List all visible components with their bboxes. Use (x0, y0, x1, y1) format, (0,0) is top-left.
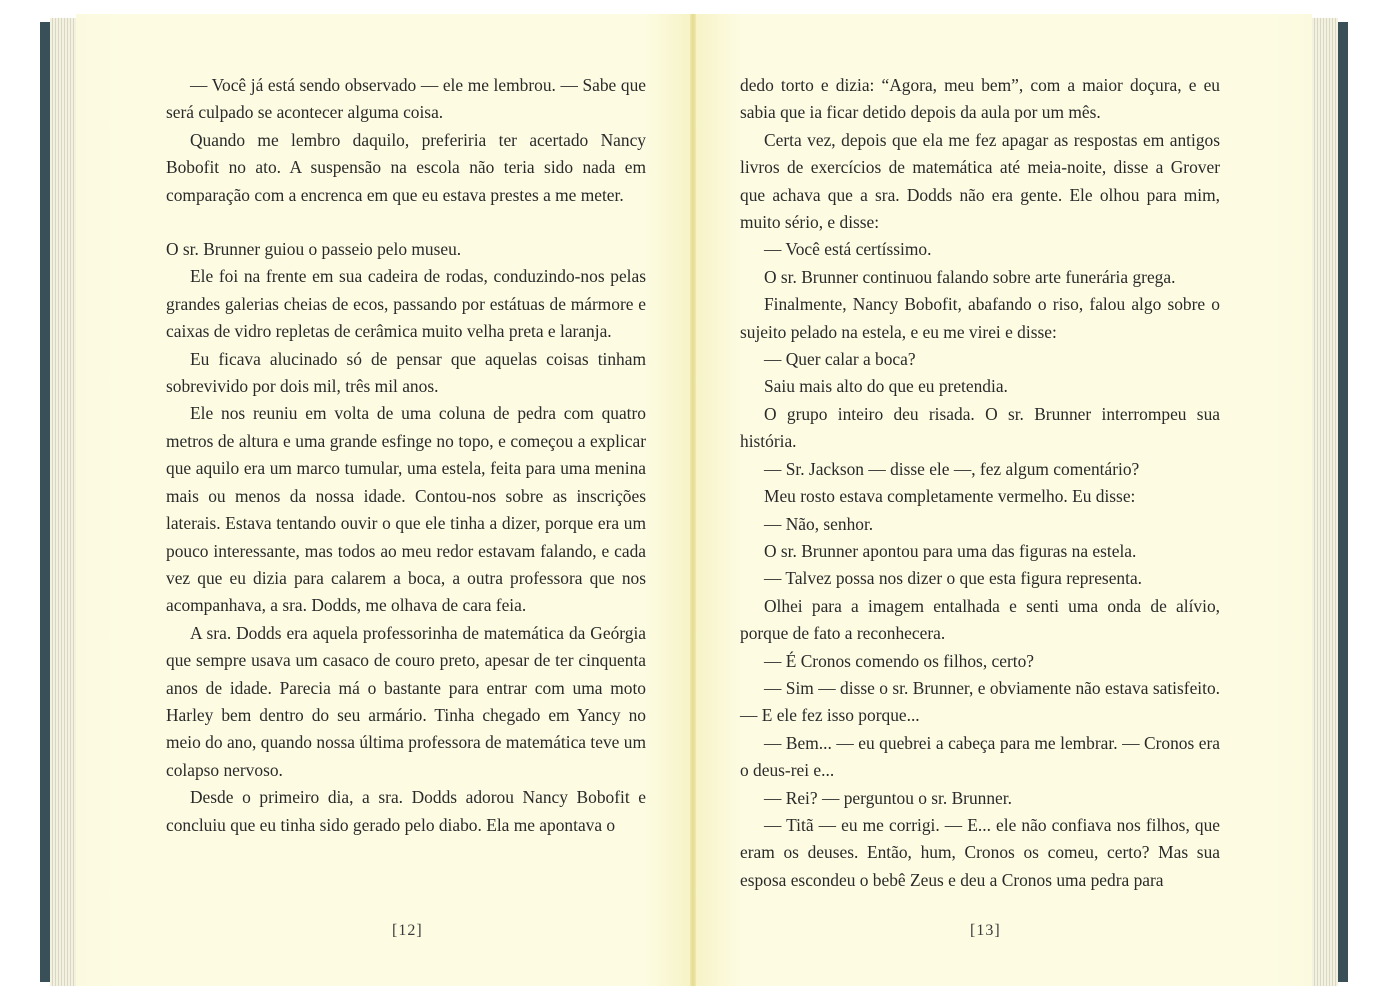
paragraph: Olhei para a imagem entalhada e senti uma onda de alívio, porque de fato a reconhecera. (740, 595, 1220, 644)
paragraph: — Titã — eu me corrigi. — E... ele não confiava nos filhos, que eram os deuses. Então, hum, Cronos os comeu, certo? Mas sua esposa escondeu o bebê Zeus e deu a Cronos uma pedra para (740, 814, 1220, 890)
page-edges-left (50, 18, 76, 986)
book-cover-left (40, 22, 50, 982)
paragraph: — Você já está sendo observado — ele me lembrou. — Sabe que será culpado se acontecer alguma coisa. (166, 75, 646, 123)
paragraph: — Sr. Jackson — disse ele —, fez algum comentário? (764, 458, 1140, 479)
page-number-right: [13] (970, 922, 1001, 939)
paragraph: — Sim — disse o sr. Brunner, e obviamente não estava satisfeito. — E ele fez isso porque... (740, 677, 1220, 726)
paragraph: — Não, senhor. (764, 513, 874, 534)
right-page-text (740, 72, 1220, 894)
paragraph: — Você está certíssimo. (764, 239, 932, 260)
page-number-left: [12] (392, 922, 423, 939)
paragraph: — Quer calar a boca? (764, 349, 916, 370)
left-page-text (166, 72, 646, 839)
paragraph: Quando me lembro daquilo, preferiria ter acertado Nancy Bobofit no ato. A suspensão na escola não teria sido nada em comparação com a encrenca em que eu estava prestes a me meter. (166, 129, 646, 205)
paragraph: Ele foi na frente em sua cadeira de rodas, conduzindo-nos pelas grandes galerias cheias de ecos, passando por estátuas de mármore e caixas de vidro repletas de cerâmica muito velha preta e laranja. (166, 266, 646, 342)
paragraph: Finalmente, Nancy Bobofit, abafando o riso, falou algo sobre o sujeito pelado na estela, e eu me virei e disse: (740, 294, 1220, 342)
book-gutter (690, 14, 696, 986)
paragraph: O sr. Brunner apontou para uma das figuras na estela. (764, 540, 1137, 561)
page-edges-right (1312, 18, 1338, 986)
paragraph: — É Cronos comendo os filhos, certo? (764, 650, 1034, 671)
paragraph: Desde o primeiro dia, a sra. Dodds adorou Nancy Bobofit e concluiu que eu tinha sido gerado pelo diabo. Ela me apontava o (166, 787, 646, 835)
paragraph: Certa vez, depois que ela me fez apagar as respostas em antigos livros de exercícios de matemática até meia-noite, disse a Grover que achava que a sra. Dodds não era gente. Ele olhou para mim, muito sério, e disse: (740, 129, 1220, 233)
paragraph: Meu rosto estava completamente vermelho. Eu disse: (764, 486, 1136, 507)
paragraph: — Bem... — eu quebrei a cabeça para me lembrar. — Cronos era o deus-rei e... (740, 732, 1220, 781)
paragraph: O sr. Brunner continuou falando sobre arte funerária grega. (764, 266, 1176, 287)
paragraph: O grupo inteiro deu risada. O sr. Brunner interrompeu sua história. (740, 403, 1220, 452)
paragraph: Ele nos reuniu em volta de uma coluna de pedra com quatro metros de altura e uma grande esfinge no topo, e começou a explicar que aquilo era um marco tumular, uma estela, feita para uma menina mais ou menos da nossa idade. Contou-nos sobre as inscrições laterais. Estava tentando ouvir o que ele tinha a dizer, porque era um pouco interessante, mas todos ao meu redor estavam falando, e cada vez que eu dizia para calarem a boca, a outra professora que nos acompanhava, a sra. Dodds, me olhava de cara feia. (166, 403, 646, 616)
book-cover-right (1338, 22, 1348, 982)
paragraph: Saiu mais alto do que eu pretendia. (764, 376, 1008, 397)
paragraph: — Talvez possa nos dizer o que esta figura representa. (764, 568, 1143, 589)
paragraph: Eu ficava alucinado só de pensar que aquelas coisas tinham sobrevivido por dois mil, três mil anos. (166, 348, 646, 397)
paragraph: O sr. Brunner guiou o passeio pelo museu. (166, 239, 462, 260)
paragraph: dedo torto e dizia: “Agora, meu bem”, com a maior doçura, e eu sabia que ia ficar detido depois da aula por um mês. (740, 75, 1220, 123)
paragraph: — Rei? — perguntou o sr. Brunner. (764, 787, 1012, 808)
paragraph: A sra. Dodds era aquela professorinha de matemática da Geórgia que sempre usava um casaco de couro preto, apesar de ter cinquenta anos de idade. Parecia má o bastante para entrar com uma moto Harley bem dentro do seu armário. Tinha chegado em Yancy no meio do ano, quando nossa última professora de matemática teve um colapso nervoso. (166, 622, 646, 780)
